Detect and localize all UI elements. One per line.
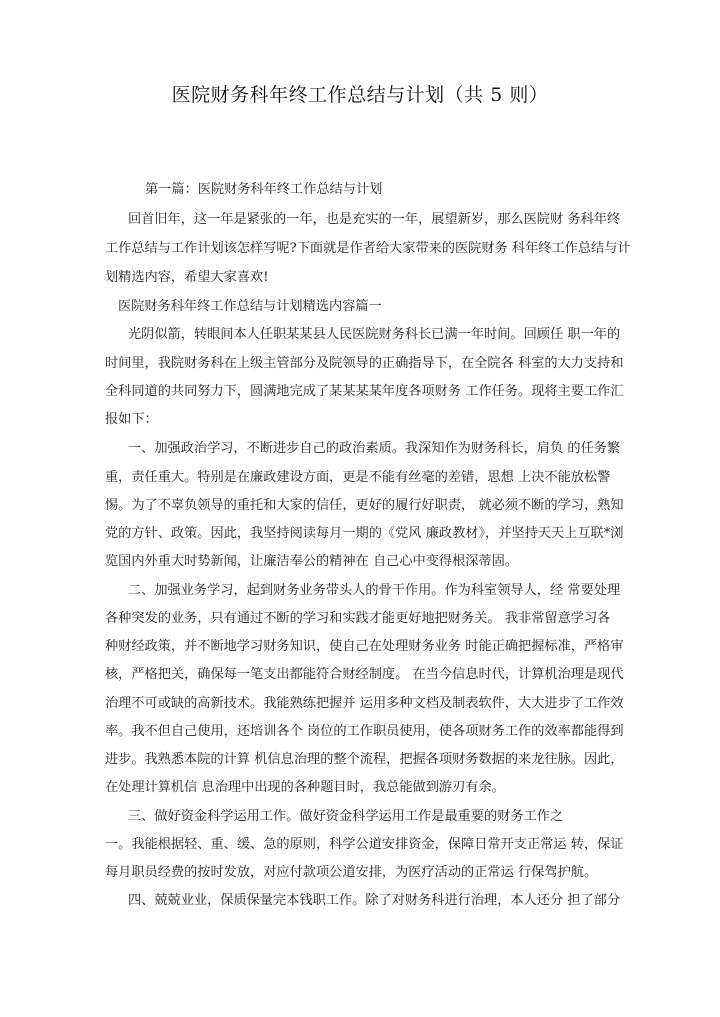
section-heading: 第一篇：医院财务科年终工作总结与计划 [145, 182, 383, 197]
paragraph-line: 核，严格把关，确保每一笔支出都能符合财经制度。 在当今信息时代，计算机治理是现代 [105, 667, 624, 682]
paragraph-line: 回首旧年，这一年是紧张的一年，也是充实的一年，展望新岁，那么医院财 务科年终 [128, 212, 621, 227]
paragraph-line: 各种突发的业务，只有通过不断的学习和实践才能更好地把财务关。 我非常留意学习各 [105, 611, 611, 626]
paragraph-line: 二、加强业务学习，起到财务业务带头人的骨干作用。作为科室领导人，经 常要处理 [128, 583, 621, 598]
subsection-heading: 医院财务科年终工作总结与计划精选内容篇一 [118, 299, 382, 314]
paragraph-line: 览国内外重大时势新闻，让廉洁奉公的精神在 自己心中变得根深蒂固。 [105, 554, 519, 569]
paragraph-line: 报如下： [105, 412, 158, 427]
paragraph-line: 每月职员经费的按时发放，对应付款项公道安排，为医疗活动的正常运 行保驾护航。 [105, 865, 598, 880]
paragraph-line: 进步。我熟悉本院的计算 机信息治理的整个流程，把握各项财务数据的来龙往脉。因此， [105, 752, 624, 767]
paragraph-line: 一、加强政治学习，不断进步自己的政治素质。我深知作为财务科长，肩负 的任务繁 [128, 441, 621, 456]
paragraph-line: 重，责任重大。特别是在廉政建设方面，更是不能有丝毫的差错，思想 上决不能放松警 [105, 470, 611, 485]
paragraph-line: 三、做好资金科学运用工作。做好资金科学运用工作是最重要的财务工作之 [128, 809, 564, 824]
paragraph-line: 全科同道的共同努力下，圆满地完成了某某某某年度各项财务 工作任务。现将主要工作汇 [105, 384, 624, 399]
paragraph-line: 工作总结与工作计划该怎样写呢?下面就是作者给大家带来的医院财务 科年终工作总结与计 [105, 241, 631, 256]
paragraph-line: 惕。为了不辜负领导的重托和大家的信任，更好的履行好职责， 就必须不断的学习，熟知 [105, 498, 624, 513]
paragraph-line: 光阴似箭，转眼间本人任职某某县人民医院财务科长已满一年时间。回顾任 职一年的 [128, 327, 621, 342]
paragraph-line: 党的方针、政策。因此，我坚持阅读每月一期的《党风 廉政教材》，并坚持天天上互联*浏 [105, 526, 624, 541]
paragraph-line: 一。我能根据轻、重、缓、急的原则，科学公道安排资金，保障日常开支正常运 转，保证 [105, 837, 624, 852]
paragraph-line: 划精选内容，希望大家喜欢! [105, 270, 269, 285]
paragraph-line: 时间里，我院财务科在上级主管部分及院领导的正确指导下，在全院各 科室的大力支持和 [105, 356, 624, 371]
paragraph-line: 种财经政策，并不断地学习财务知识，使自己在处理财务业务 时能正确把握标准，严格审 [105, 639, 624, 654]
document-title: 医院财务科年终工作总结与计划（共 5 则） [171, 84, 549, 106]
paragraph-line: 四、兢兢业业，保质保量完本钱职工作。除了对财务科进行治理，本人还分 担了部分 [128, 893, 621, 908]
paragraph-line: 在处理计算机信 息治理中出现的各种题目时，我总能做到游刃有余。 [105, 780, 505, 795]
paragraph-line: 率。我不但自己使用，还培训各个 岗位的工作职员使用，使各项财务工作的效率都能得到 [105, 724, 624, 739]
paragraph-line: 治理不可或缺的高新技术。我能熟练把握并 运用多种文档及制表软件，大大进步了工作效 [105, 696, 624, 711]
